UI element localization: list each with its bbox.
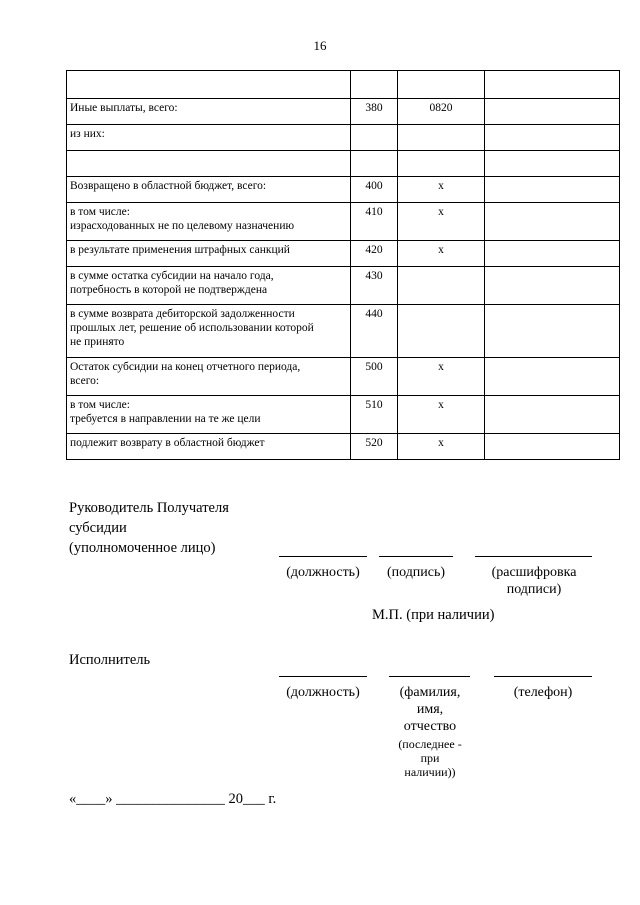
executor-name-note-line: (последнее - [398,737,462,751]
row-value-cell [398,267,485,305]
row-code-cell: 510 [351,396,398,434]
row-label-line: в сумме возврата дебиторской задолженности [70,308,295,320]
row-label-line: Возвращено в областной бюджет, всего: [70,180,267,192]
executor-name-note-line: наличии)) [404,765,456,779]
row-label-line: израсходованных не по целевому назначению [70,220,295,232]
row-label-cell [67,151,351,177]
row-label-line [70,73,347,87]
executor-name-caption-line: отчество [403,719,457,734]
row-label-cell [67,267,351,305]
row-label-cell [67,434,351,460]
executor-position-line [279,676,367,677]
row-empty-cell [485,99,620,125]
row-label-line: в том числе: [70,399,130,411]
row-empty-cell [485,151,620,177]
row-label-line: подлежит возврату в областной бюджет [70,437,265,449]
decoding-line [475,556,592,557]
row-value-cell: x [398,203,485,241]
row-label-cell [67,71,351,99]
row-label-line: из них: [70,128,105,140]
row-label-line: прошлых лет, решение об использовании которой [70,322,314,334]
row-code-cell: 400 [351,177,398,203]
row-value-cell [398,71,485,99]
row-label-line: Иные выплаты, всего: [70,102,178,114]
row-empty-cell [485,203,620,241]
row-label-line [70,153,347,167]
page-number: 16 [313,38,327,53]
executor-name-caption [380,684,480,735]
row-empty-cell [485,396,620,434]
row-label-cell [67,241,351,267]
signatory-title-line: субсидии [69,520,127,536]
row-label-line: всего: [70,375,100,387]
row-label-cell [67,125,351,151]
row-label-line: в сумме остатка субсидии на начало года, [70,270,274,282]
table-row [67,267,620,305]
decoding-caption-line: подписи) [506,582,562,597]
row-value-cell: x [398,177,485,203]
row-label-cell [67,396,351,434]
row-code-cell: 380 [351,99,398,125]
row-code-cell: 430 [351,267,398,305]
table-row [67,71,620,99]
row-code-cell: 420 [351,241,398,267]
row-value-cell [398,125,485,151]
executor-name-caption-line: имя, [416,702,444,717]
row-label-line: потребность в которой не подтверждена [70,284,268,296]
table-row [67,125,620,151]
row-code-cell [351,71,398,99]
row-code-cell: 500 [351,358,398,396]
row-label-line: в том числе: [70,206,130,218]
row-label-cell [67,203,351,241]
row-label-line: в результате применения штрафных санкций [70,244,290,256]
row-value-cell: 0820 [398,99,485,125]
row-empty-cell [485,305,620,358]
row-empty-cell [485,241,620,267]
position-line [279,556,367,557]
table-row [67,434,620,460]
signatory-title-line: Руководитель Получателя [69,500,229,516]
row-label-cell [67,177,351,203]
table-row [67,396,620,434]
row-value-cell: x [398,358,485,396]
row-label-line: Остаток субсидии на конец отчетного периода, [70,361,301,373]
table-row [67,305,620,358]
row-code-cell: 410 [351,203,398,241]
row-label-cell [67,305,351,358]
row-code-cell [351,151,398,177]
row-empty-cell [485,434,620,460]
row-empty-cell [485,358,620,396]
executor-name-note [380,737,480,779]
date-line: «____» _______________ 20___ г. [69,791,277,807]
decoding-caption [470,564,598,598]
signature-line [379,556,453,557]
table-row [67,203,620,241]
executor-title: Исполнитель [69,652,151,668]
decoding-caption-line: (расшифровка [491,565,577,580]
row-empty-cell [485,267,620,305]
row-empty-cell [485,71,620,99]
row-empty-cell [485,177,620,203]
table-row [67,151,620,177]
executor-phone-line [494,676,592,677]
table-row [67,177,620,203]
row-code-cell: 440 [351,305,398,358]
table-row [67,241,620,267]
signatory-title-line: (уполномоченное лицо) [69,540,216,556]
signature-caption: (подпись) [386,565,446,580]
row-value-cell [398,305,485,358]
executor-name-line [389,676,470,677]
stamp-note: М.П. (при наличии) [372,607,495,623]
signatory-title [69,498,229,558]
row-value-cell: x [398,241,485,267]
row-label-cell [67,358,351,396]
row-label-line: требуется в направлении на те же цели [70,413,261,425]
row-label-line: не принято [70,336,125,348]
executor-phone-caption: (телефон) [513,685,573,700]
executor-name-caption-line: (фамилия, [399,685,461,700]
position-caption: (должность) [286,565,360,580]
row-value-cell: x [398,396,485,434]
table-row [67,99,620,125]
row-code-cell: 520 [351,434,398,460]
executor-position-caption: (должность) [286,685,360,700]
report-table [66,70,620,460]
executor-name-note-line: при [420,751,440,765]
row-empty-cell [485,125,620,151]
table-row [67,358,620,396]
row-value-cell [398,151,485,177]
row-code-cell [351,125,398,151]
row-value-cell: x [398,434,485,460]
row-label-cell [67,99,351,125]
